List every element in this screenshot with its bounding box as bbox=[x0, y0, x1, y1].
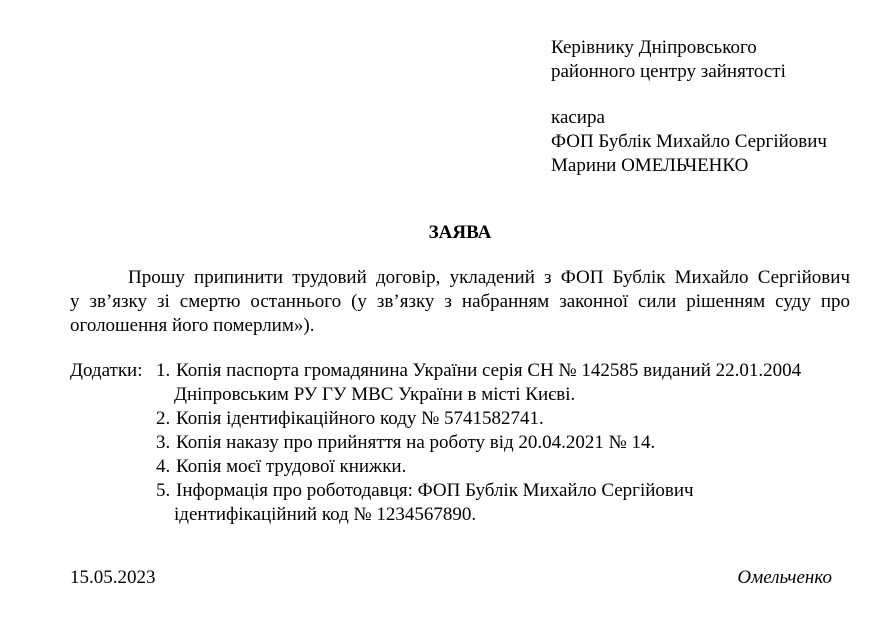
addressee-block bbox=[551, 36, 827, 178]
attachment-text-continued: Дніпровським РУ ГУ МВС України в місті Києві. bbox=[174, 384, 576, 405]
body-line: у зв’язку зі смертю останнього (у зв’язку з набранням законної сили рішенням суду про bbox=[70, 291, 850, 312]
attachment-number: 1. bbox=[156, 360, 171, 381]
sender-line: Марини ОМЕЛЬЧЕНКО bbox=[551, 155, 749, 176]
attachments-label: Додатки: bbox=[70, 360, 143, 381]
attachment-text: Копія моєї трудової книжки. bbox=[176, 456, 407, 477]
attachment-text: Копія паспорта громадянина України серія СН № 142585 виданий 22.01.2004 bbox=[176, 360, 802, 381]
attachment-number: 5. bbox=[156, 480, 171, 501]
document-date: 15.05.2023 bbox=[70, 567, 156, 588]
body-line: Прошу припинити трудовий договір, укладений з ФОП Бублік Михайло Сергійович bbox=[128, 267, 850, 288]
attachment-text: Копія наказу про прийняття на роботу від 20.04.2021 № 14. bbox=[176, 432, 656, 453]
addressee-line: районного центру зайнятості bbox=[551, 61, 786, 82]
sender-line: касира bbox=[551, 107, 605, 128]
document-title: ЗАЯВА bbox=[428, 222, 492, 243]
sender-line: ФОП Бублік Михайло Сергійович bbox=[551, 131, 827, 152]
signature: Омельченко bbox=[737, 567, 832, 588]
attachment-text: Копія ідентифікаційного коду № 5741582741. bbox=[176, 408, 544, 429]
addressee-line: Керівнику Дніпровського bbox=[551, 37, 757, 58]
attachment-text-continued: ідентифікаційний код № 1234567890. bbox=[174, 504, 477, 525]
application-body bbox=[70, 266, 850, 338]
body-line: оголошення його померлим»). bbox=[70, 315, 315, 336]
attachment-number: 2. bbox=[156, 408, 171, 429]
attachment-number: 3. bbox=[156, 432, 171, 453]
attachment-number: 4. bbox=[156, 456, 171, 477]
attachment-text: Інформація про роботодавця: ФОП Бублік Михайло Сергійович bbox=[176, 480, 694, 501]
spacer bbox=[551, 84, 827, 106]
